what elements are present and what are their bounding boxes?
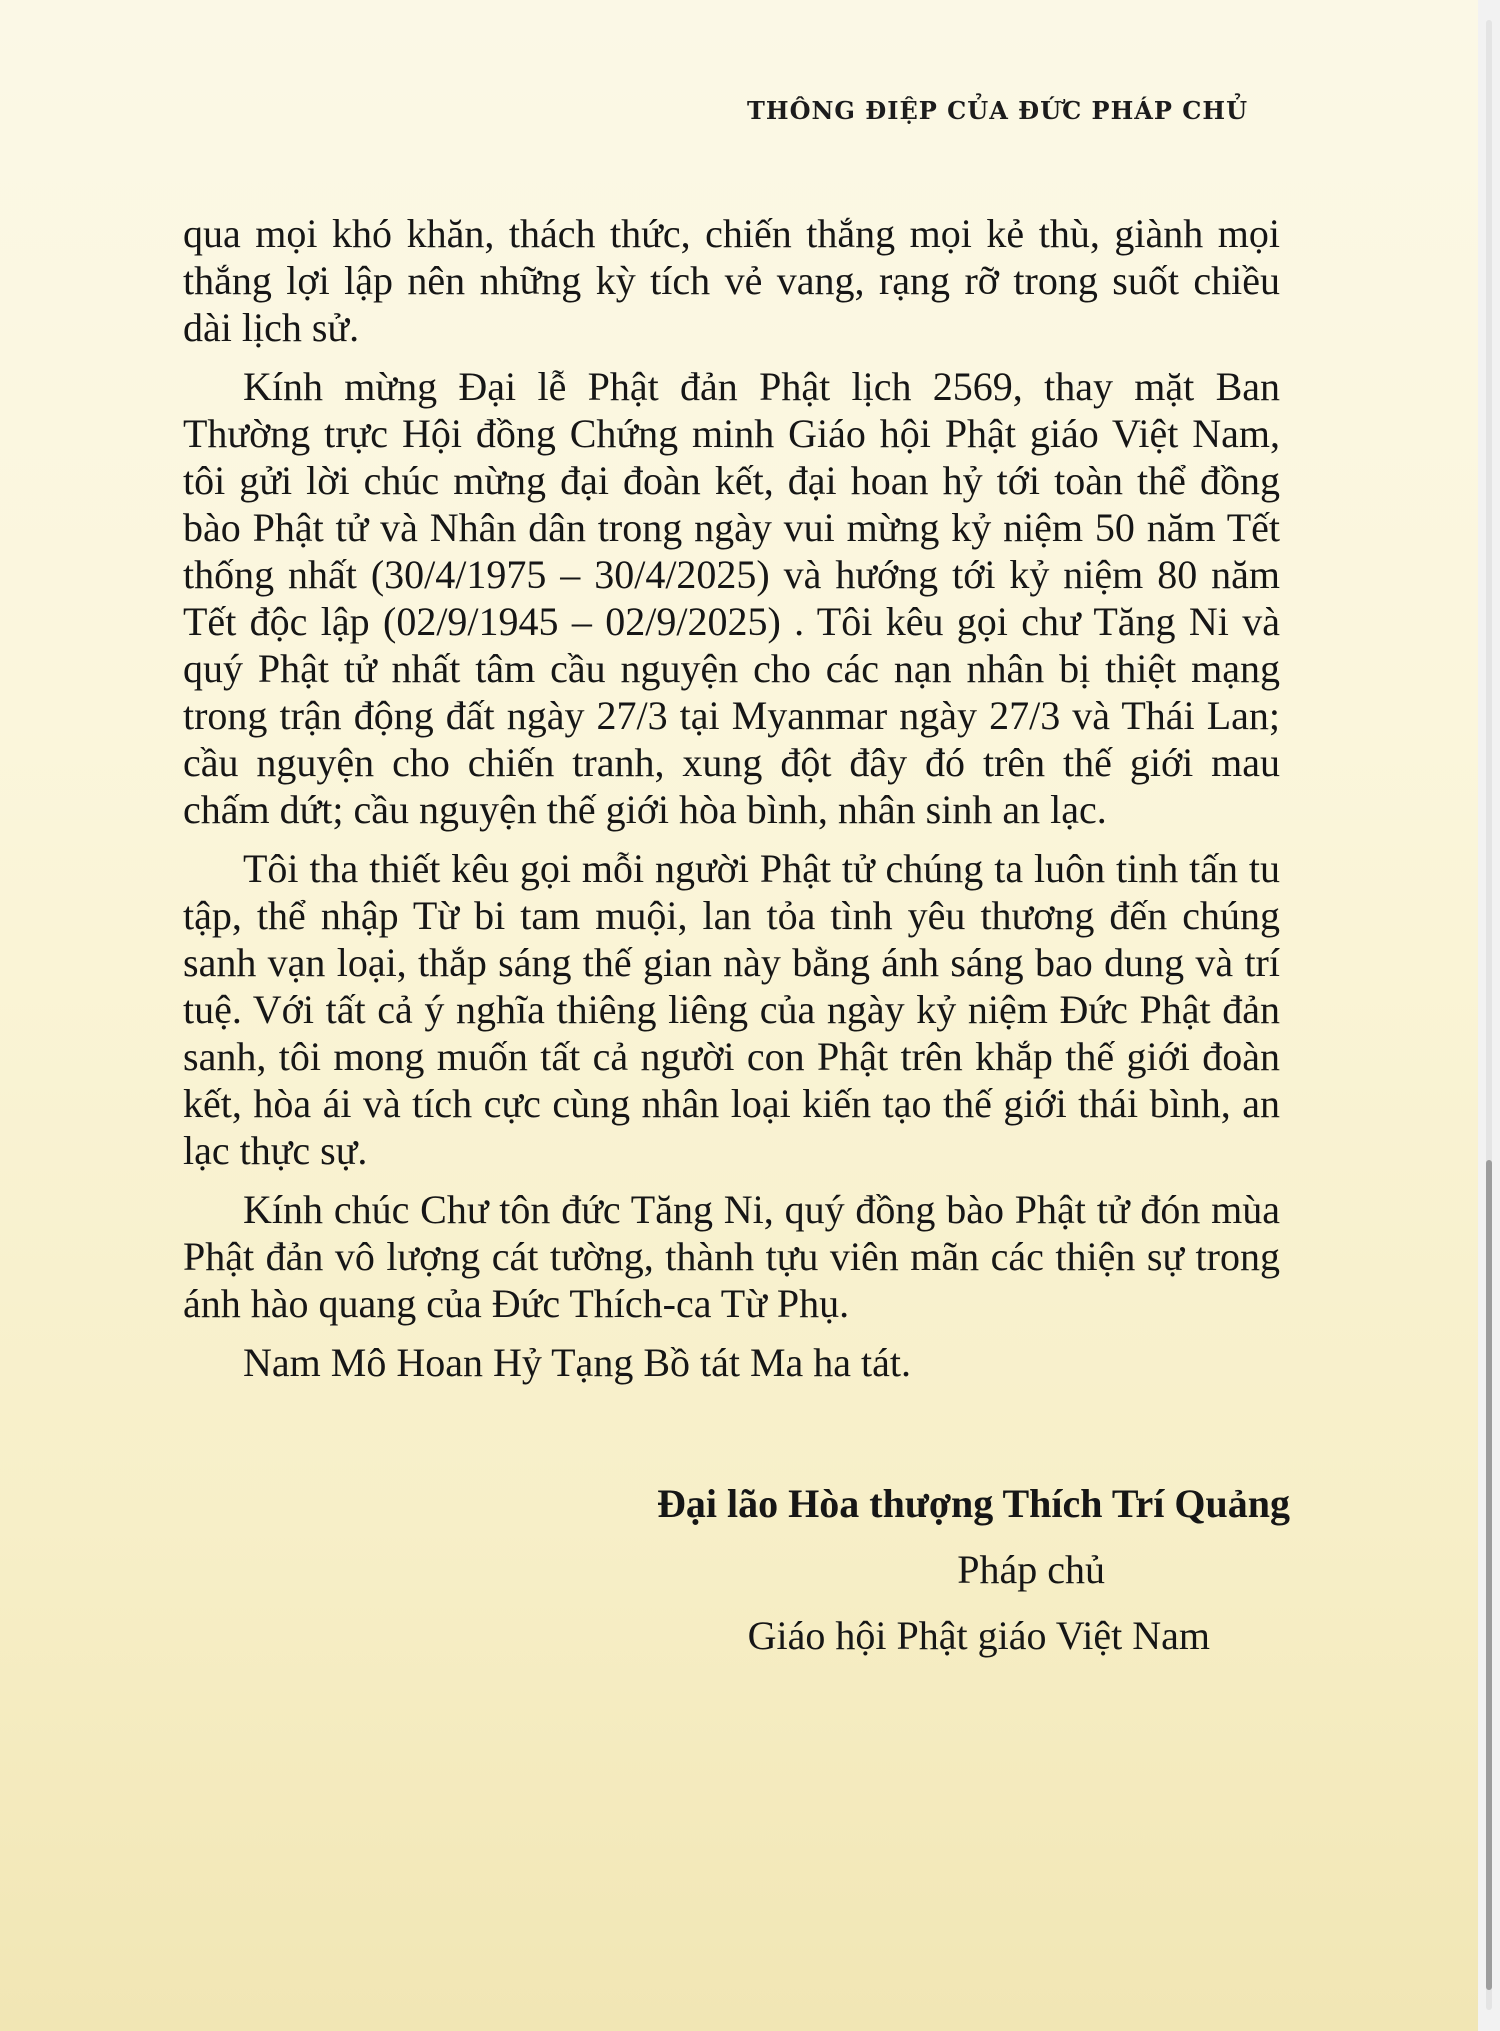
paragraph-appeal: Tôi tha thiết kêu gọi mỗi người Phật tử chúng ta luôn tinh tấn tu tập, thể nhập Từ bi tam muội, lan tỏa tình yêu thương đến chúng sanh vạn loại, thắp sáng thế gian này bằng ánh sáng bao dung và trí tuệ. Với tất cả ý nghĩa thiêng liêng của ngày kỷ niệm Đức Phật đản sanh, tôi mong muốn tất cả người con Phật trên khắp thế giới đoàn kết, hòa ái và tích cực cùng nhân loại kiến tạo thế giới thái bình, an lạc thực sự. bbox=[183, 846, 1280, 1173]
paragraph-invocation: Nam Mô Hoan Hỷ Tạng Bồ tát Ma ha tát. bbox=[243, 1340, 912, 1385]
paragraph-continuation: qua mọi khó khăn, thách thức, chiến thắng mọi kẻ thù, giành mọi thắng lợi lập nên những kỳ tích vẻ vang, rạng rỡ trong suốt chiều dài lịch sử. bbox=[183, 211, 1280, 350]
signatory-organization: Giáo hội Phật giáo Việt Nam bbox=[747, 1613, 1210, 1658]
running-header: THÔNG ĐIỆP CỦA ĐỨC PHÁP CHỦ bbox=[747, 96, 1248, 125]
signatory-name: Đại lão Hòa thượng Thích Trí Quảng bbox=[657, 1481, 1290, 1526]
paragraph-wishes: Kính chúc Chư tôn đức Tăng Ni, quý đồng bào Phật tử đón mùa Phật đản vô lượng cát tường, thành tựu viên mãn các thiện sự trong ánh hào quang của Đức Thích-ca Từ Phụ. bbox=[183, 1187, 1280, 1326]
paragraph-greeting: Kính mừng Đại lễ Phật đản Phật lịch 2569, thay mặt Ban Thường trực Hội đồng Chứng minh Giáo hội Phật giáo Việt Nam, tôi gửi lời chúc mừng đại đoàn kết, đại hoan hỷ tới toàn thể đồng bào Phật tử và Nhân dân trong ngày vui mừng kỷ niệm 50 năm Tết thống nhất (30/4/1975 – 30/4/2025) và hướng tới kỷ niệm 80 năm Tết độc lập (02/9/1945 – 02/9/2025) . Tôi kêu gọi chư Tăng Ni và quý Phật tử nhất tâm cầu nguyện cho các nạn nhân bị thiệt mạng trong trận động đất ngày 27/3 tại Myanmar ngày 27/3 và Thái Lan; cầu nguyện cho chiến tranh, xung đột đây đó trên thế giới mau chấm dứt; cầu nguyện thế giới hòa bình, nhân sinh an lạc. bbox=[183, 364, 1280, 832]
scrollbar-thumb[interactable] bbox=[1486, 1160, 1492, 1990]
signatory-title: Pháp chủ bbox=[957, 1547, 1105, 1592]
letter-body bbox=[183, 210, 1280, 1398]
